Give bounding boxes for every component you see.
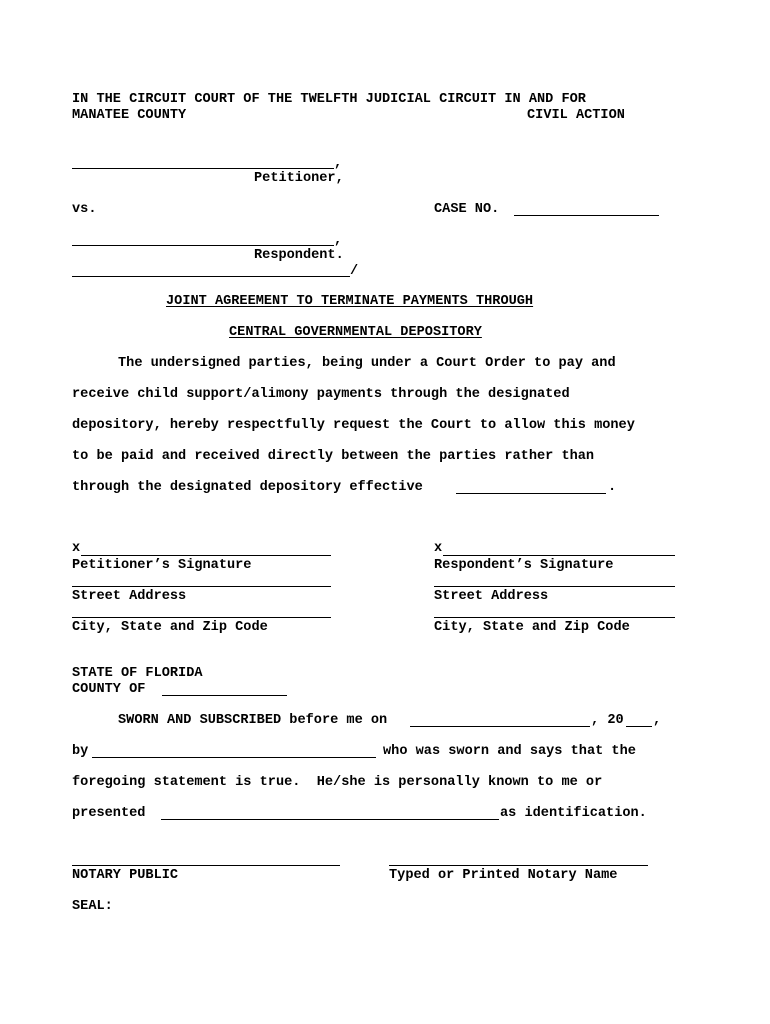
respondent-street-label: Street Address (434, 589, 549, 604)
document-title-line1: JOINT AGREEMENT TO TERMINATE PAYMENTS THROUGH (166, 294, 534, 309)
sworn-says-text: who was sworn and says that the (383, 744, 636, 759)
notary-signature-field[interactable] (72, 865, 340, 866)
respondent-comma: , (334, 233, 343, 248)
as-identification-label: as identification. (500, 806, 647, 821)
case-no-label: CASE NO. (434, 202, 500, 217)
seal-label: SEAL: (72, 899, 113, 914)
petitioner-city-field[interactable] (72, 617, 331, 618)
petitioner-comma: , (334, 156, 343, 171)
petitioner-signature-label: Petitioner’s Signature (72, 558, 252, 573)
body-line-3: depository, hereby respectfully request the Court to allow this money (72, 418, 635, 433)
respondent-name-field[interactable] (72, 245, 334, 246)
identification-field[interactable] (161, 819, 499, 820)
body-line-1: The undersigned parties, being under a Court Order to pay and (118, 356, 616, 371)
caption-slash: / (350, 264, 359, 279)
body-period: . (608, 480, 617, 495)
body-line-2: receive child support/alimony payments through the designated (72, 387, 570, 402)
sworn-date-field[interactable] (410, 726, 590, 727)
respondent-sign-x: x (434, 541, 443, 556)
notary-public-label: NOTARY PUBLIC (72, 868, 179, 883)
caption-closing-line (72, 276, 350, 277)
county-of-label: COUNTY OF (72, 682, 146, 697)
petitioner-city-label: City, State and Zip Code (72, 620, 268, 635)
petitioner-sign-x: x (72, 541, 81, 556)
printed-name-label: Typed or Printed Notary Name (389, 868, 618, 883)
respondent-city-label: City, State and Zip Code (434, 620, 630, 635)
by-label: by (72, 744, 89, 759)
court-heading: IN THE CIRCUIT COURT OF THE TWELFTH JUDICIAL CIRCUIT IN AND FOR (72, 92, 586, 107)
foregoing-text: foregoing statement is true. He/she is personally known to me or (72, 775, 603, 790)
county-field[interactable] (162, 695, 287, 696)
county-name: MANATEE COUNTY (72, 108, 187, 123)
petitioner-street-label: Street Address (72, 589, 187, 604)
year-prefix: , 20 (591, 713, 624, 728)
case-number-field[interactable] (514, 215, 659, 216)
state-label: STATE OF FLORIDA (72, 666, 203, 681)
sworn-by-field[interactable] (92, 757, 376, 758)
respondent-signature-label: Respondent’s Signature (434, 558, 614, 573)
presented-label: presented (72, 806, 146, 821)
document-title-line2: CENTRAL GOVERNMENTAL DEPOSITORY (229, 325, 482, 340)
year-field[interactable] (626, 726, 652, 727)
petitioner-name-field[interactable] (72, 168, 334, 169)
respondent-label: Respondent. (254, 248, 344, 263)
petitioner-label: Petitioner, (254, 171, 344, 186)
petitioner-street-field[interactable] (72, 586, 331, 587)
body-line-4: to be paid and received directly between the parties rather than (72, 449, 595, 464)
civil-action-label: CIVIL ACTION (527, 108, 625, 123)
notary-printed-name-field[interactable] (389, 865, 648, 866)
sworn-prefix: SWORN AND SUBSCRIBED before me on (118, 713, 388, 728)
effective-date-field[interactable] (456, 493, 606, 494)
respondent-city-field[interactable] (434, 617, 675, 618)
respondent-signature-field[interactable] (443, 555, 675, 556)
year-suffix: , (653, 713, 662, 728)
vs-label: vs. (72, 202, 97, 217)
petitioner-signature-field[interactable] (81, 555, 331, 556)
body-line-5: through the designated depository effective (72, 480, 423, 495)
respondent-street-field[interactable] (434, 586, 675, 587)
